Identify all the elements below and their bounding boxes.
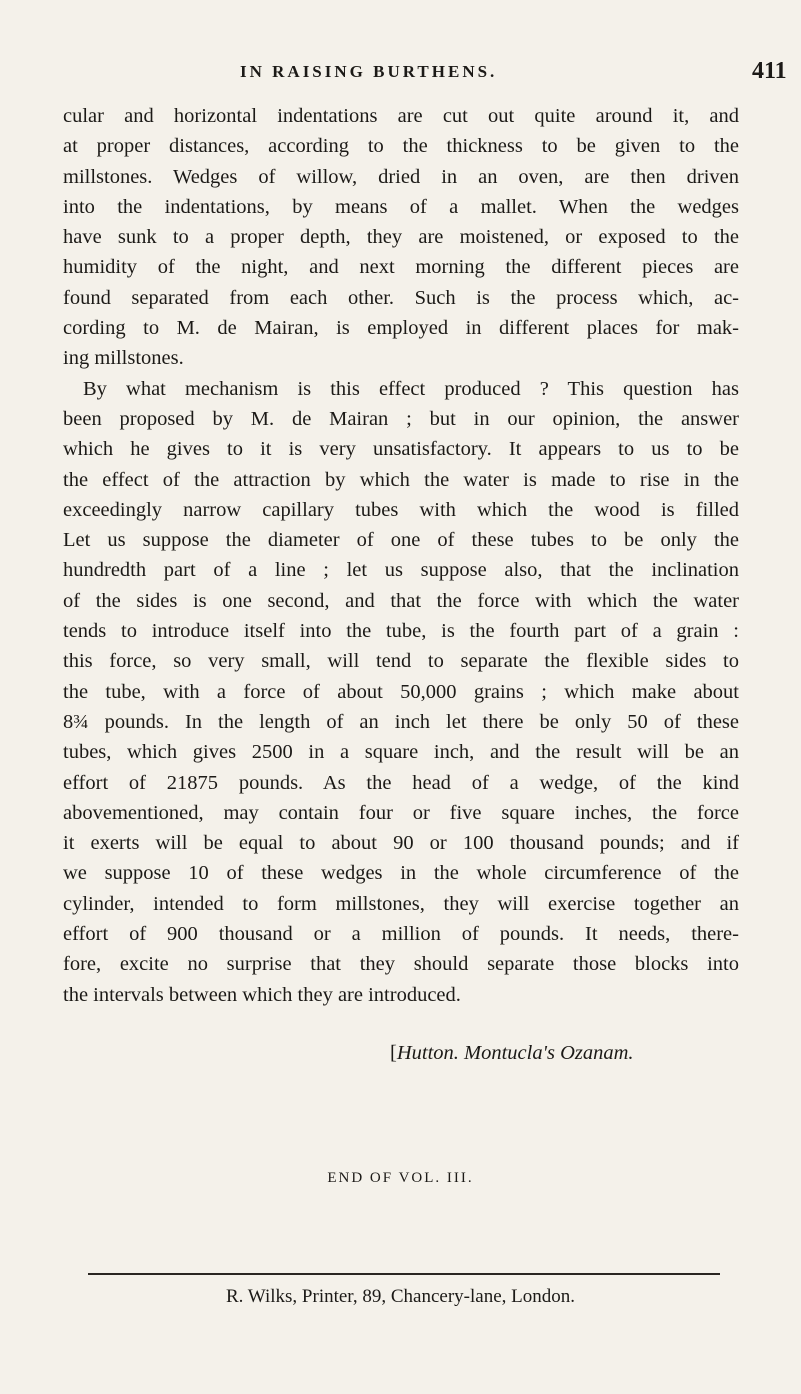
text-line: cylinder, intended to form millstones, they will exercise together an [63, 892, 739, 915]
text-line: humidity of the night, and next morning the different pieces are [63, 256, 739, 279]
text-line: By what mechanism is this effect produced ? This question has [83, 377, 739, 400]
text-line: cording to M. de Mairan, is employed in different places for mak- [63, 317, 739, 340]
running-title: IN RAISING BURTHENS. [240, 62, 498, 81]
page-number: 411 [752, 58, 787, 84]
running-head [0, 58, 801, 90]
end-of-volume-note: END OF VOL. III. [327, 1170, 474, 1186]
text-line: have sunk to a proper depth, they are moistened, or exposed to the [63, 226, 739, 249]
text-line: 8¾ pounds. In the length of an inch let there be only 50 of these [63, 710, 739, 733]
text-line: tends to introduce itself into the tube, is the fourth part of a grain : [63, 620, 739, 643]
text-line: been proposed by M. de Mairan ; but in our opinion, the answer [63, 407, 739, 430]
text-line: exceedingly narrow capillary tubes with which the wood is filled [63, 498, 739, 521]
text-line: effort of 900 thousand or a million of pounds. It needs, there- [63, 923, 739, 946]
attribution-bracket: [ [390, 1042, 397, 1064]
printer-imprint: R. Wilks, Printer, 89, Chancery-lane, London. [225, 1286, 576, 1307]
text-line: cular and horizontal indentations are cut out quite around it, and [63, 105, 739, 127]
text-line: the tube, with a force of about 50,000 grains ; which make about [63, 680, 739, 703]
text-line: Let us suppose the diameter of one of these tubes to be only the [63, 529, 739, 552]
text-line: hundredth part of a line ; let us suppose also, that the inclination [63, 559, 739, 582]
text-line: millstones. Wedges of willow, dried in an oven, are then driven [63, 165, 739, 188]
text-line: found separated from each other. Such is the process which, ac- [63, 286, 739, 309]
text-line: fore, excite no surprise that they should separate those blocks into [63, 953, 739, 976]
source-attribution [390, 1042, 634, 1065]
text-line: which he gives to it is very unsatisfactory. It appears to us to be [63, 438, 739, 461]
text-line: abovementioned, may contain four or five square inches, the force [63, 801, 739, 824]
text-line: it exerts will be equal to about 90 or 100 thousand pounds; and if [63, 832, 739, 855]
text-line: the effect of the attraction by which the water is made to rise in the [63, 468, 739, 491]
text-line: the intervals between which they are introduced. [63, 983, 461, 1006]
text-line: tubes, which gives 2500 in a square inch, and the result will be an [63, 741, 739, 764]
text-line: this force, so very small, will tend to separate the flexible sides to [63, 650, 739, 673]
attribution-text: Hutton. Montucla's Ozanam. [396, 1042, 634, 1064]
text-line: at proper distances, according to the thickness to be given to the [63, 135, 739, 158]
text-line: we suppose 10 of these wedges in the whole circumference of the [63, 862, 739, 885]
body-text [63, 101, 739, 1010]
text-line: into the indentations, by means of a mallet. When the wedges [63, 195, 739, 218]
text-line: of the sides is one second, and that the force with which the water [63, 589, 739, 612]
text-line: ing millstones. [63, 347, 184, 370]
text-line: effort of 21875 pounds. As the head of a wedge, of the kind [63, 771, 739, 794]
divider-rule [88, 1273, 720, 1275]
